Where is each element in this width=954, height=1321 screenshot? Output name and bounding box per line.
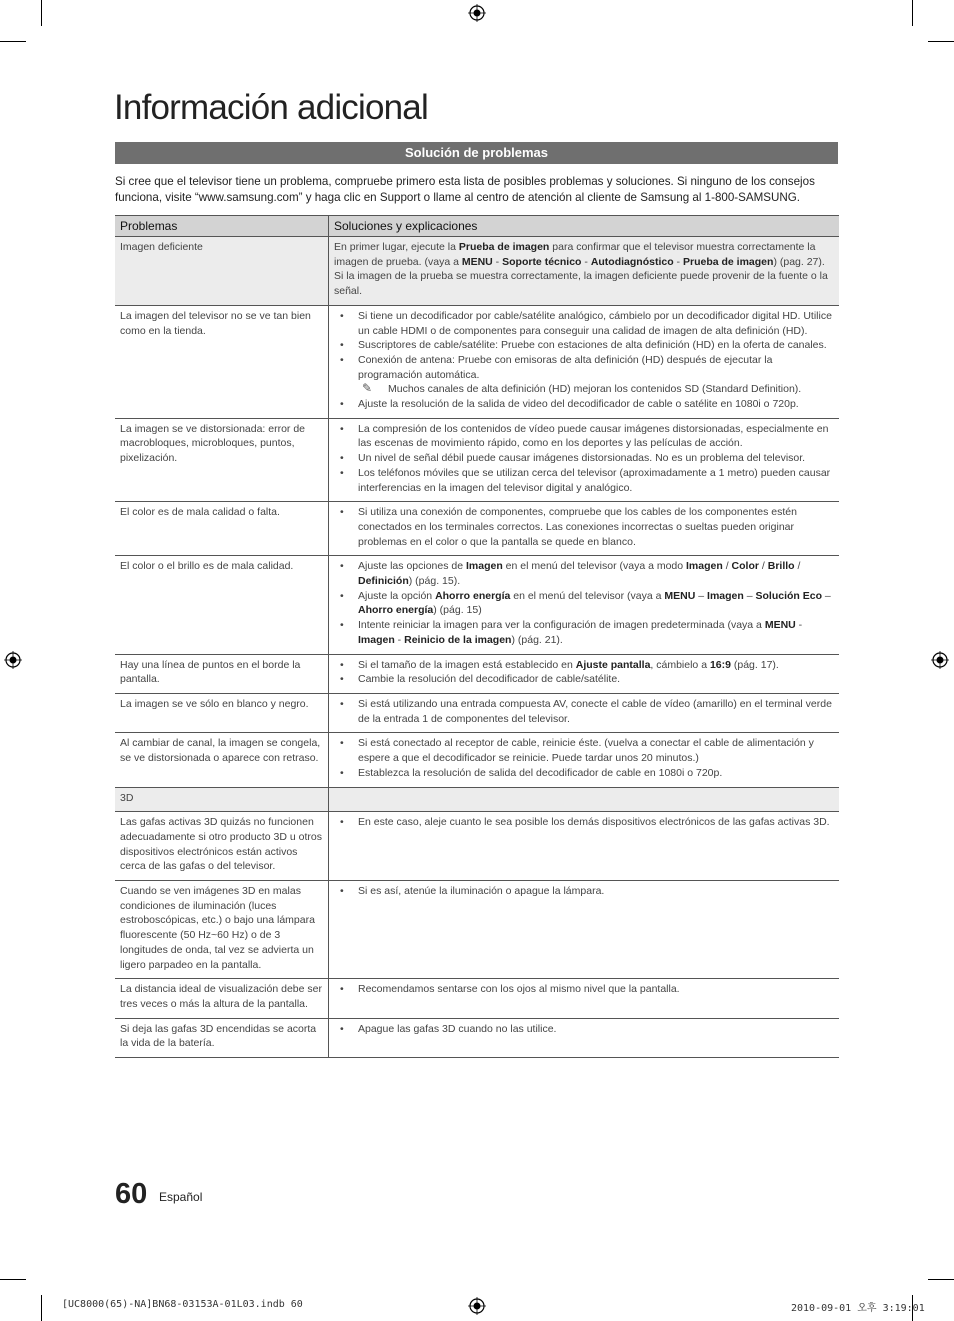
- table-row: [115, 881, 839, 979]
- solution-bullet: • Ajuste la opción Ahorro energía en el menú del televisor (vaya a MENU – Imagen – Solución Eco – Ahorro energía) (pág. 15): [334, 589, 834, 618]
- registration-mark-icon: [468, 1297, 486, 1315]
- solution-bullet: • Cambie la resolución del decodificador de cable/satélite.: [334, 672, 834, 687]
- solution-bullet: • Conexión de antena: Pruebe con emisoras de alta definición (HD) después de ejecutar la programación automática.: [334, 353, 834, 382]
- table-row: [115, 502, 839, 556]
- registration-mark-icon: [931, 651, 949, 669]
- solution-list: [334, 505, 834, 549]
- problem-cell: La imagen se ve sólo en blanco y negro.: [115, 693, 329, 732]
- solution-bullet: • Ajuste las opciones de Imagen en el menú del televisor (vaya a modo Imagen / Color / Brillo / Definición) (pág. 15).: [334, 559, 834, 588]
- solution-bullet: • Si está conectado al receptor de cable, reinicie éste. (vuelva a conectar el cable de alimentación y espere a que el decodificador se reinicie. Puede tardar unos 20 minutos.): [334, 736, 834, 765]
- solution-bullet: • Si está utilizando una entrada compuesta AV, conecte el cable de vídeo (amarillo) en el terminal verde de la entrada 1 de componentes del televisor.: [334, 697, 834, 726]
- registration-mark-icon: [4, 651, 22, 669]
- table-row: [115, 556, 839, 654]
- table-row: [115, 693, 839, 732]
- solution-cell: [329, 305, 840, 418]
- solution-list: [334, 884, 834, 899]
- solution-bullet: • En este caso, aleje cuanto le sea posible los demás dispositivos electrónicos de las gafas activas 3D.: [334, 815, 834, 830]
- solution-cell: [329, 787, 840, 812]
- footer-timestamp: 2010-09-01 오후 3:19:01: [791, 1303, 925, 1314]
- crop-mark: [41, 1295, 42, 1321]
- crop-mark: [928, 41, 954, 42]
- solution-list: [334, 982, 834, 997]
- solution-cell: [329, 1018, 840, 1057]
- solution-list: [334, 736, 834, 780]
- solution-bullet: • Apague las gafas 3D cuando no las utilice.: [334, 1022, 834, 1037]
- table-row: [115, 305, 839, 418]
- table-header-row: [115, 216, 839, 237]
- column-header-solutions: Soluciones y explicaciones: [329, 216, 840, 237]
- column-header-problems: Problemas: [115, 216, 329, 237]
- solution-cell: [329, 556, 840, 654]
- solution-cell: [329, 654, 840, 693]
- problem-cell: Si deja las gafas 3D encendidas se acorta la vida de la batería.: [115, 1018, 329, 1057]
- solution-cell: [329, 733, 840, 787]
- solution-list: [334, 1022, 834, 1037]
- solution-cell: [329, 418, 840, 502]
- table-row: [115, 237, 839, 306]
- table-row: [115, 418, 839, 502]
- solution-cell: [329, 502, 840, 556]
- crop-mark: [0, 41, 26, 42]
- solution-bullet: • Suscriptores de cable/satélite: Pruebe con estaciones de alta definición (HD) en la oferta de canales.: [334, 338, 834, 353]
- table-body: [115, 237, 839, 1058]
- solution-list: [334, 658, 834, 687]
- solution-bullet: • Si tiene un decodificador por cable/satélite analógico, cámbielo por un decodificador digital HD. Utilice un cable HDMI o de componentes para conseguir una calidad de imagen de alta definición (HD).: [334, 309, 834, 338]
- intro-paragraph: Si cree que el televisor tiene un problema, compruebe primero esta lista de posibles problemas y soluciones. Si ninguno de los consejos funciona, visite “www.samsung.com” y haga clic en Support o llame al centro de atención al cliente de Samsung al 1-800-SAMSUNG.: [115, 175, 815, 204]
- problem-cell: 3D: [115, 787, 329, 812]
- page-title: Información adicional: [114, 88, 428, 127]
- note: [334, 382, 834, 397]
- solution-cell: [329, 812, 840, 881]
- solution-bullet: • Si el tamaño de la imagen está establecido en Ajuste pantalla, cámbielo a 16:9 (pág. 17).: [334, 658, 834, 673]
- table-row: [115, 1018, 839, 1057]
- problem-cell: Hay una línea de puntos en el borde la pantalla.: [115, 654, 329, 693]
- pencil-note-icon: ✎: [362, 381, 373, 396]
- problem-cell: El color es de mala calidad o falta.: [115, 502, 329, 556]
- solution-list: [334, 559, 834, 647]
- table-row: [115, 733, 839, 787]
- solution-cell: [329, 979, 840, 1018]
- solution-list: [334, 309, 834, 383]
- table-row: [115, 654, 839, 693]
- crop-mark: [912, 0, 913, 26]
- solution-list: [334, 397, 834, 412]
- solution-bullet: • Intente reiniciar la imagen para ver la configuración de imagen predeterminada (vaya a MENU - Imagen - Reinicio de la imagen) (pág. 21).: [334, 618, 834, 647]
- solution-cell: [329, 693, 840, 732]
- problem-cell: La imagen del televisor no se ve tan bien como en la tienda.: [115, 305, 329, 418]
- crop-mark: [928, 1279, 954, 1280]
- registration-mark-icon: [468, 4, 486, 22]
- solution-bullet: • Un nivel de señal débil puede causar imágenes distorsionadas. No es un problema del televisor.: [334, 451, 834, 466]
- solution-cell: [329, 881, 840, 979]
- page-number: 60: [115, 1178, 148, 1210]
- table-section-row: [115, 787, 839, 812]
- troubleshooting-table: [115, 215, 839, 1058]
- solution-text: En primer lugar, ejecute la Prueba de imagen para confirmar que el televisor muestra correctamente la imagen de prueba. (vaya a MENU - Soporte técnico - Autodiagnóstico - Prueba de imagen) (pag. 27). Si la imagen de la prueba se muestra correctamente, la imagen deficiente puede provenir de la fuente o la señal.: [334, 241, 828, 298]
- solution-list: [334, 422, 834, 496]
- solution-bullet: • Recomendamos sentarse con los ojos al mismo nivel que la pantalla.: [334, 982, 834, 997]
- table-row: [115, 812, 839, 881]
- solution-list: [334, 815, 834, 830]
- solution-bullet: • Los teléfonos móviles que se utilizan cerca del televisor (aproximadamente a 1 metro) pueden causar interferencias en la imagen del televisor digital y analógico.: [334, 466, 834, 495]
- solution-bullet: • Establezca la resolución de salida del decodificador de cable en 1080i o 720p.: [334, 766, 834, 781]
- problem-cell: Cuando se ven imágenes 3D en malas condiciones de iluminación (luces estroboscópicas, etc.) o bajo una lámpara fluorescente (50 Hz~60 Hz) o de 3 longitudes de onda, tal vez se advierta un ligero parpadeo en la pantalla.: [115, 881, 329, 979]
- page-language: Español: [159, 1190, 203, 1204]
- solution-cell: [329, 237, 840, 306]
- problem-cell: La imagen se ve distorsionada: error de macrobloques, microbloques, puntos, pixelización.: [115, 418, 329, 502]
- table-row: [115, 979, 839, 1018]
- section-header: Solución de problemas: [115, 142, 838, 164]
- problem-cell: La distancia ideal de visualización debe ser tres veces o más la altura de la pantalla.: [115, 979, 329, 1018]
- note-text: Muchos canales de alta definición (HD) mejoran los contenidos SD (Standard Definition).: [388, 383, 802, 396]
- problem-cell: Al cambiar de canal, la imagen se congela, se ve distorsionada o aparece con retraso.: [115, 733, 329, 787]
- solution-bullet: • Si es así, atenúe la iluminación o apague la lámpara.: [334, 884, 834, 899]
- problem-cell: Las gafas activas 3D quizás no funcionen adecuadamente si otro producto 3D u otros dispositivos electrónicos están activos cerca de las gafas o del televisor.: [115, 812, 329, 881]
- problem-cell: El color o el brillo es de mala calidad.: [115, 556, 329, 654]
- crop-mark: [0, 1279, 26, 1280]
- solution-bullet: • La compresión de los contenidos de vídeo puede causar imágenes distorsionadas, especialmente en las escenas de movimiento rápido, como en los deportes y las películas de acción.: [334, 422, 834, 451]
- solution-bullet: • Ajuste la resolución de la salida de video del decodificador de cable o satélite en 1080i o 720p.: [334, 397, 834, 412]
- solution-list: [334, 697, 834, 726]
- footer-file: [UC8000(65)-NA]BN68-03153A-01L03.indb 60: [62, 1299, 303, 1310]
- problem-cell: Imagen deficiente: [115, 237, 329, 306]
- crop-mark: [41, 0, 42, 26]
- solution-bullet: • Si utiliza una conexión de componentes, compruebe que los cables de los componentes estén conectados en los terminales correctos. Las conexiones incorrectas o sueltas pueden originar problemas en el color o que la pantalla se quede en blanco.: [334, 505, 834, 549]
